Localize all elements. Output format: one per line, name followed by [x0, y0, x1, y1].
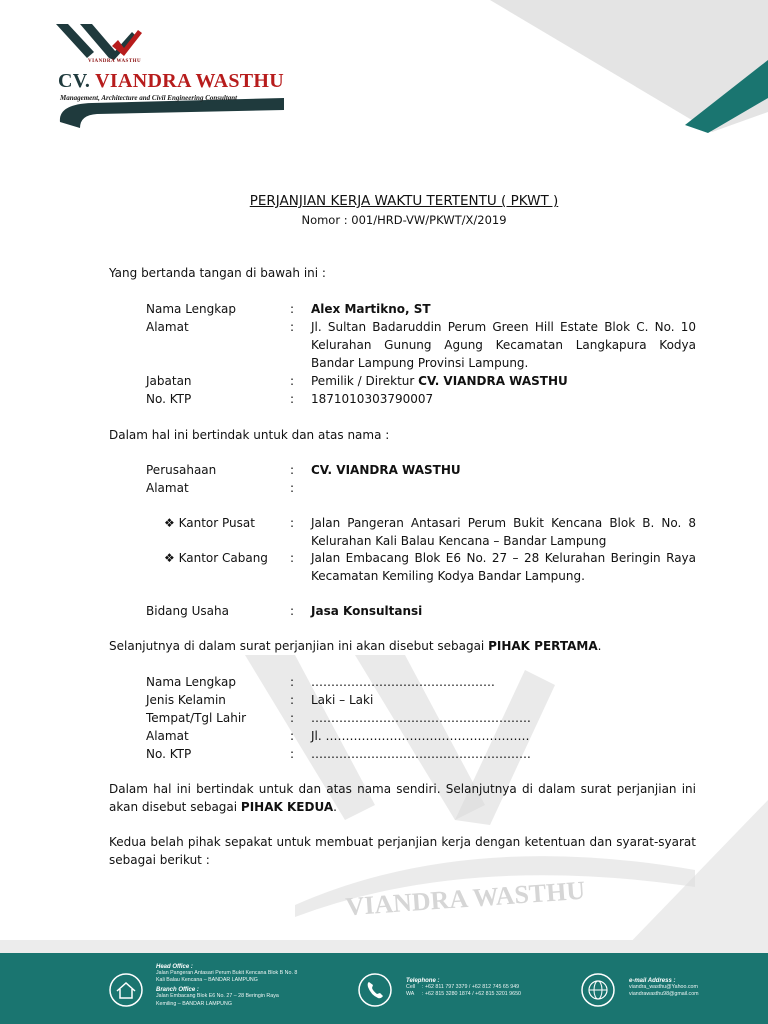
- house-icon: [108, 972, 144, 1008]
- document-title: PERJANJIAN KERJA WAKTU TERTENTU ( PKWT ): [249, 193, 559, 209]
- document-number: Nomor : 001/HRD-VW/PKWT/X/2019: [301, 213, 507, 227]
- pihak-pertama-text: Selanjutnya di dalam surat perjanjian ini akan disebut sebagai PIHAK PERTAMA.: [109, 639, 602, 653]
- watermark-text: VIANDRA WASTHU: [344, 875, 587, 922]
- logo-small-name: VIANDRA WASTHU: [88, 59, 142, 64]
- agreement-text: Kedua belah pihak sepakat untuk membuat perjanjian kerja dengan ketentuan dan syarat-syarat sebagai berikut :: [109, 835, 696, 867]
- intro-text: Yang bertanda tangan di bawah ini :: [109, 266, 326, 280]
- email-block: e-mail Address : viandra_wasthu@Yahoo.com viandrawasthu98@gmail.com: [629, 978, 699, 998]
- company-logo: [52, 18, 302, 133]
- company-tagline: Management, Architecture and Civil Engineering Consultant: [60, 94, 238, 102]
- pihak-kedua-text: Dalam hal ini bertindak untuk dan atas nama sendiri. Selanjutnya di dalam surat perjanjian ini akan disebut sebagai PIHAK KEDUA.: [109, 782, 696, 814]
- globe-icon: [580, 972, 616, 1008]
- company-name: CV. VIANDRA WASTHU: [58, 70, 285, 92]
- phone-icon: [357, 972, 393, 1008]
- telephone-block: Telephone : Cell : +62 811 797 3379 / +62 812 745 65 949 WA : +62 815 3280 1874 / +62 815 3201 9650: [406, 978, 521, 998]
- letterhead-footer: [0, 953, 768, 1024]
- diamond-bullet-icon: ❖: [164, 551, 179, 565]
- acting-text: Dalam hal ini bertindak untuk dan atas nama :: [109, 428, 390, 442]
- diamond-bullet-icon: ❖: [164, 516, 179, 530]
- head-office-block: Head Office : Jalan Pangeran Antasari Perum Bukit Kencana Blok B No. 8 Kali Balau Kencana – BANDAR LAMPUNG Branch Office : Jalan Embacang Blok E6 No. 27 – 28 Beringin Raya Kemiling – BANDAR LAMPUNG: [156, 964, 298, 1007]
- grey-band-strip: [0, 940, 768, 954]
